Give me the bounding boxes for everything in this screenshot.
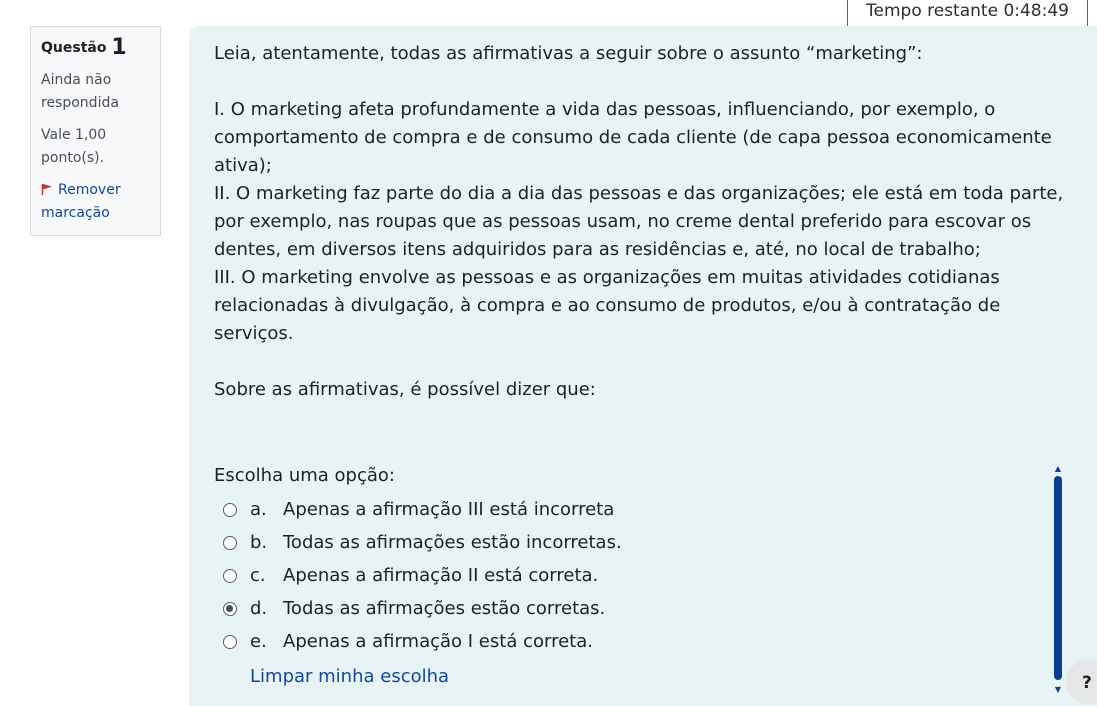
- question-state: [41, 69, 152, 115]
- answer-letter: a.: [250, 499, 267, 520]
- radio-a[interactable]: [223, 503, 237, 517]
- radio-e[interactable]: [223, 635, 237, 649]
- answer-letter: c.: [250, 565, 266, 586]
- grade-line-2: ponto(s).: [41, 150, 105, 166]
- question-closing: Sobre as afirmativas, é possível dizer que:: [214, 379, 596, 400]
- remove-flag-link[interactable]: [41, 179, 152, 225]
- clear-choice-link[interactable]: Limpar minha escolha: [250, 666, 450, 687]
- answer-letter: e.: [250, 631, 267, 652]
- answer-list: [223, 493, 622, 658]
- answer-option-b[interactable]: [223, 526, 622, 559]
- state-line-2: respondida: [41, 95, 119, 111]
- statement-2: II. O marketing faz parte do dia a dia das pessoas e das organizações; ele está em toda parte, por exemplo, nas roupas que as pessoas usam, no creme dental preferido para escovar os dentes, em diversos itens adquiridos para as residências e, até, no local de trabalho;: [214, 183, 1064, 260]
- answer-option-a[interactable]: [223, 493, 622, 526]
- help-icon: ?: [1082, 673, 1092, 693]
- timer-box: [847, 0, 1088, 28]
- answer-text: Todas as afirmações estão incorretas.: [283, 532, 622, 553]
- statement-1: I. O marketing afeta profundamente a vida das pessoas, influenciando, por exemplo, o comportamento de compra e de consumo de cada cliente (de capa pessoa economicamente ativa);: [214, 99, 1052, 176]
- flag-icon: [41, 183, 53, 195]
- answer-option-d[interactable]: [223, 592, 622, 625]
- statement-3: III. O marketing envolve as pessoas e as organizações em muitas atividades cotidianas relacionadas à divulgação, à compra e ao consumo de produtos, e/ou à contratação de serviços.: [214, 267, 1001, 344]
- question-text: [214, 40, 1064, 404]
- answer-letter: d.: [250, 598, 268, 619]
- scroll-thumb[interactable]: [1054, 476, 1062, 680]
- scroll-down-arrow-icon[interactable]: ▼: [1054, 684, 1062, 694]
- radio-d[interactable]: [223, 602, 237, 616]
- flag-line-1: Remover: [58, 182, 121, 198]
- question-grade: [41, 124, 152, 170]
- answer-text: Todas as afirmações estão corretas.: [283, 598, 606, 619]
- radio-c[interactable]: [223, 569, 237, 583]
- answer-letter: b.: [250, 532, 268, 553]
- question-title: [41, 37, 152, 59]
- question-label: Questão: [41, 40, 107, 56]
- answer-prompt: Escolha uma opção:: [214, 465, 395, 486]
- answer-text: Apenas a afirmação II está correta.: [283, 565, 599, 586]
- timer-text: Tempo restante 0:48:49: [866, 0, 1069, 21]
- radio-b[interactable]: [223, 536, 237, 550]
- grade-line-1: Vale 1,00: [41, 127, 107, 143]
- flag-line-2: marcação: [41, 205, 110, 221]
- answer-option-e[interactable]: [223, 625, 622, 658]
- scroll-up-arrow-icon[interactable]: ▲: [1054, 463, 1062, 473]
- answer-text: Apenas a afirmação III está incorreta: [283, 499, 615, 520]
- answer-option-c[interactable]: [223, 559, 622, 592]
- state-line-1: Ainda não: [41, 72, 112, 88]
- question-info-panel: [30, 26, 161, 236]
- question-content: [189, 26, 1097, 706]
- question-intro: Leia, atentamente, todas as afirmativas a seguir sobre o assunto “marketing”:: [214, 43, 923, 64]
- question-number: 1: [111, 35, 127, 60]
- scrollbar[interactable]: [1052, 463, 1064, 694]
- answer-text: Apenas a afirmação I está correta.: [283, 631, 593, 652]
